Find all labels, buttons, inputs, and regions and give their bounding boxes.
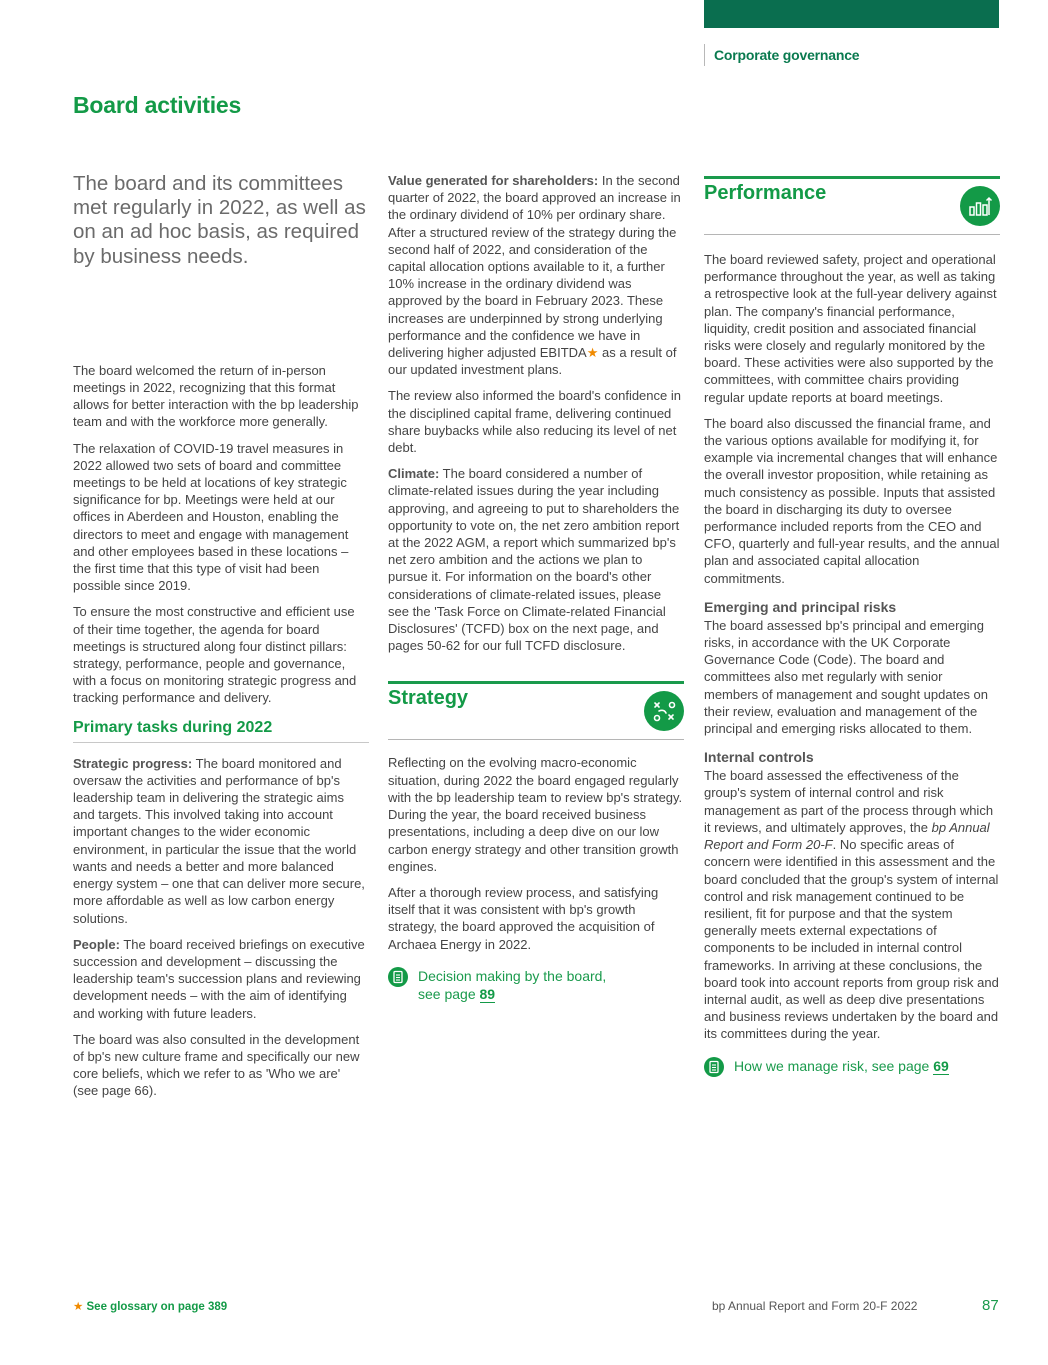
report-title-reference: bp Annual Report and Form 20-F <box>704 819 990 853</box>
decision-making-link-text: Decision making by the board, <box>418 967 607 984</box>
page-title: Board activities <box>73 92 242 118</box>
strategy-icon <box>644 691 684 731</box>
risks-heading: Emerging and principal risks <box>704 598 897 615</box>
paragraph-covid: The relaxation of COVID-19 travel measures in 2022 allowed two sets of board and committee meetings to be held at locations of key strategic significance for bp. Meetings were held at our offices in Aberdeen and Houston, enabling the directors to meet and engage with management and other employees based in these locations – the first time that this type of visit had been possible since 2019. <box>73 440 349 594</box>
strategy-title: Strategy <box>388 687 469 710</box>
strategy-header <box>388 681 684 740</box>
controls-text-end: . No specific areas of concern were identified in this assessment and the board concluded that the group's system of internal control and risk management continued to be resilient, fit for purpose and that the system generally meets external expectations of components to be included in internal control frameworks. In arriving at these conclusions, the board took into account reports from group risk and internal audit, as well as deep dive presentations and business reviews undertaken by the board and its committees during the year. <box>704 837 999 1042</box>
paragraph-archaea: After a thorough review process, and satisfying itself that it was consistent with bp's growth strategy, the board approved the acquisition of Archaea Energy in 2022. <box>388 884 659 952</box>
controls-text: The board assessed the effectiveness of the group's system of internal control and risk management as part of the process through which it reviews, and ultimately approves, the <box>704 768 994 835</box>
value-text-end: as a result of our updated investment plans. <box>388 345 677 378</box>
decision-making-page-number[interactable]: 89 <box>479 985 496 1002</box>
paragraph-performance: The board reviewed safety, project and operational performance throughout the year, as well as taking a retrospective look at the full-year delivery against plan. The company's financial performance, liquidity, credit position and associated financial risks were closely and regularly monitored by the board. These activities were also supported by the committees, with committee chairs providing regular update reports at board meetings. <box>704 252 997 405</box>
page-number: 87 <box>982 1297 999 1314</box>
performance-header <box>704 176 1000 235</box>
internal-controls-heading: Internal controls <box>704 749 814 766</box>
decision-making-link-prefix: see page <box>418 985 480 1002</box>
climate-text: The board considered a number of climate-related issues during the year including approving, and agreeing to put to shareholders the opportunity to vote on, the net zero ambition report at the 2022 AGM, a report which summarized bp's net zero ambition and the actions we plan to pursue it. For information on the board's other considerations of climate-related issues, please see the 'Task Force on Climate-related Financial Disclosures' (TCFD) box on the next page, and pages 50-62 for our full TCFD disclosure. <box>388 466 680 654</box>
paragraph-culture: The board was also consulted in the development of bp's new culture frame and specifically our new core beliefs, which we refer to as 'Who we are' (see page 66). <box>73 1031 360 1099</box>
decision-making-link[interactable] <box>388 967 684 1003</box>
value-text: In the second quarter of 2022, the board approved an increase in the ordinary dividend of 10% per ordinary share. After a structured review of the strategy during the second half of 2022, and consideration of the capital allocation options available to it, a further 10% increase in the ordinary dividend was approved by the board in February 2023. These increases are underpinned by strong underlying performance and the confidence we have in delivering higher adjusted EBITDA <box>388 173 681 361</box>
manage-risk-link[interactable] <box>704 1057 1000 1075</box>
manage-risk-page-number[interactable]: 69 <box>933 1057 949 1074</box>
glossary-text: See glossary on page 389 <box>83 1301 228 1313</box>
paragraph-strategic-progress <box>73 755 369 927</box>
people-lead: People: <box>73 936 120 952</box>
climate-lead: Climate: <box>388 466 440 482</box>
paragraph-value <box>388 172 684 378</box>
column-right <box>704 176 1000 1075</box>
glossary-note[interactable] <box>73 1299 227 1313</box>
glossary-star-icon: ★ <box>73 1301 84 1313</box>
top-accent-bar <box>704 0 999 28</box>
paragraph-agenda: To ensure the most constructive and efficient use of their time together, the agenda for board meetings is structured along four distinct pillars: strategy, performance, people and governance, with a focus on monitoring strategic progress and tracking performance and delivery. <box>73 604 357 706</box>
document-icon <box>388 967 408 987</box>
paragraph-financial-frame: The board also discussed the financial frame, and the various options available for modifying it, for example via incremental changes that will enhance the overall investor proposition, while retaining as much consistency as possible. Inputs that assisted the board in discharging its duty to oversee performance included reports from the CEO and CFO, quarterly and full-year results, and the annual plan and associated capital allocation commitments. <box>704 415 1000 586</box>
strategic-progress-text: The board monitored and oversaw the activities and performance of bp's leadership team in delivering the strategic aims and targets. This involved taking into account important changes to the wider economic environment, in particular the issue that the world wants and needs a better and more balanced energy system – one that can deliver more secure, more affordable as well as low carbon energy solutions. <box>73 755 365 926</box>
people-text: The board received briefings on executive succession and development – discussing the leadership team's succession plans and reviewing development needs – with the aim of identifying and working with future leaders. <box>73 936 365 1021</box>
paragraph-risks: The board assessed bp's principal and emerging risks, in accordance with the UK Corporate Governance Code (Code). The board and committees also met regularly with senior members of management and sought updates on their review, evaluation and management of the principal and emerging risks allocated to them. <box>704 617 989 737</box>
value-lead: Value generated for shareholders: <box>388 173 599 188</box>
bar-chart-icon <box>960 186 1000 226</box>
strategic-progress-lead: Strategic progress: <box>73 755 193 771</box>
paragraph-climate <box>388 465 684 654</box>
section-label: Corporate governance <box>704 44 859 66</box>
paragraph-review: The review also informed the board's confidence in the disciplined capital frame, delivering continued share buybacks while also reducing its level of net debt. <box>388 388 681 456</box>
paragraph-internal-controls <box>704 767 1000 1042</box>
glossary-star-icon: ★ <box>586 345 599 361</box>
performance-title: Performance <box>704 182 827 204</box>
column-middle <box>388 172 684 1003</box>
report-title: bp Annual Report and Form 20-F 2022 <box>712 1299 918 1313</box>
paragraph-strategy-review: Reflecting on the evolving macro-economic situation, during 2022 the board engaged regularly with the bp leadership team to review bp's strategy. During the year, the board received business presentations, including a deep dive on our low carbon energy strategy and other transition growth engines. <box>388 755 683 874</box>
manage-risk-link-text: How we manage risk, see page <box>734 1057 934 1074</box>
primary-tasks-heading: Primary tasks during 2022 <box>73 719 369 743</box>
column-left <box>73 172 369 1109</box>
intro-statement: The board and its committees met regularly in 2022, as well as on an ad hoc basis, as required by business needs. <box>73 172 366 268</box>
paragraph-people <box>73 936 369 1022</box>
document-icon <box>704 1057 724 1077</box>
paragraph-in-person: The board welcomed the return of in-person meetings in 2022, recognizing that this format allows for better interaction with the bp leadership team and with the workforce more generally. <box>73 362 359 430</box>
